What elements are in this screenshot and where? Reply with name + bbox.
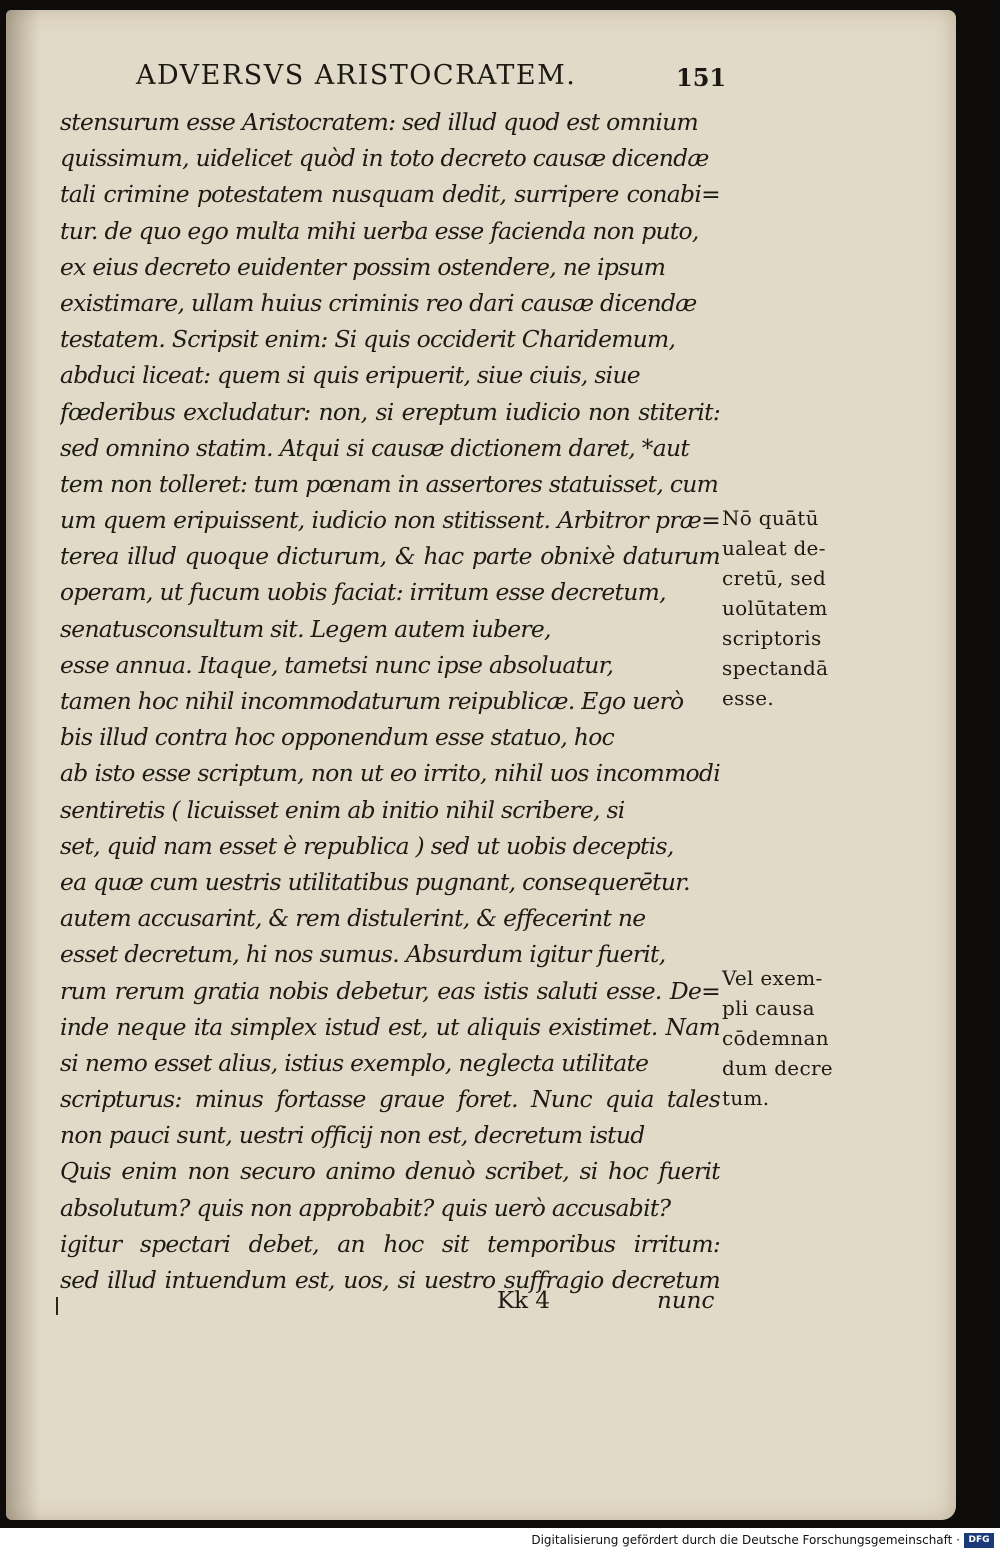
catchline [0, 1288, 720, 1324]
text-line: autem accusarint, & rem distulerint, & effecerint ne [60, 904, 646, 933]
text-line: testatem. Scripsit enim: Si quis occiderit Charidemum, [60, 325, 676, 354]
dfg-logo-icon: DFG [964, 1533, 994, 1548]
text-line: sed omnino statim. Atqui si causæ dictionem daret, *aut [60, 433, 690, 462]
margin-note-line: esse. [722, 686, 775, 710]
margin-note-line: uolūtatem [722, 596, 828, 620]
text-line: stensurum esse Aristocratem: sed illud quod est omnium [60, 108, 699, 136]
running-head: ADVERSVS ARISTOCRATEM. [136, 60, 577, 91]
text-line: existimare, ullam huius criminis reo dari causæ dicendæ [60, 288, 697, 317]
text-line: sentiretis ( licuisset enim ab initio nihil scribere, si [60, 795, 625, 824]
text-line: inde neque ita simplex istud est, ut aliquis existimet. Nam [60, 1012, 720, 1041]
text-line: operam, ut fucum uobis faciat: irritum esse decretum, [60, 578, 666, 607]
margin-note-line: pli causa [722, 996, 815, 1020]
margin-note-line: tum. [722, 1086, 770, 1110]
margin-note-1 [722, 503, 828, 713]
text-line: quissimum, uidelicet quòd in toto decreto causæ dicendæ [60, 144, 709, 173]
text-line: absolutum? quis non approbabit? quis uerò accusabit? [60, 1193, 671, 1222]
text-line: rum rerum gratia nobis debetur, eas istis saluti esse. De= [60, 976, 720, 1005]
digitization-credit: Digitalisierung gefördert durch die Deutsche Forschungsgemeinschaft · [531, 1533, 960, 1547]
margin-note-line: cretū, sed [722, 566, 827, 590]
margin-note-line: spectandā [722, 656, 829, 680]
margin-note-line: Vel exem- [722, 966, 823, 990]
text-line: abduci liceat: quem si quis eripuerit, siue ciuis, siue [60, 361, 640, 390]
text-line: scripturus: minus fortasse graue foret. Nunc quia tales [60, 1085, 720, 1114]
text-line: tamen hoc nihil incommodaturum reipublicæ. Ego uerò [60, 687, 684, 715]
text-line: terea illud quoque dicturum, & hac parte obnixè daturum [60, 542, 720, 571]
page-number: 151 [676, 63, 727, 92]
text-line: ab isto esse scriptum, non ut eo irrito, nihil uos incommodi [60, 759, 720, 788]
text-line: tur. de quo ego multa mihi uerba esse facienda non puto, [60, 216, 699, 245]
text-line: um quem eripuissent, iudicio non stitissent. Arbitror præ= [60, 506, 720, 535]
text-line: tem non tolleret: tum pœnam in assertores statuisset, cum [60, 469, 719, 498]
text-line: fœderibus excludatur: non, si ereptum iudicio non stiterit: [60, 397, 720, 426]
text-line: esset decretum, hi nos sumus. Absurdum igitur fuerit, [60, 940, 666, 969]
text-line: esse annua. Itaque, tametsi nunc ipse absoluatur, [60, 650, 614, 679]
catchword: nunc [657, 1288, 715, 1314]
text-line: ea quæ cum uestris utilitatibus pugnant, consequerētur. [60, 867, 690, 896]
margin-note-2 [722, 963, 833, 1113]
text-line: bis illud contra hoc opponendum esse statuo, hoc [60, 723, 614, 752]
text-line: sed illud intuendum est, uos, si uestro suffragio decretum [60, 1266, 720, 1294]
margin-note-line: Nō quātū [722, 506, 819, 530]
margin-note-line: cōdemnan [722, 1026, 829, 1050]
text-line: si nemo esset alius, istius exemplo, neglecta utilitate [60, 1048, 649, 1077]
text-line: igitur spectari debet, an hoc sit temporibus irritum: [60, 1229, 720, 1258]
text-line: ex eius decreto euidenter possim ostendere, ne ipsum [60, 252, 666, 281]
body-text [60, 104, 720, 1298]
margin-note-line: dum decre [722, 1056, 833, 1080]
text-line: non pauci sunt, uestri officij non est, decretum istud [60, 1121, 645, 1150]
signature-mark: Kk 4 [497, 1288, 551, 1314]
digitization-credit-bar [0, 1528, 1000, 1554]
margin-note-line: scriptoris [722, 626, 822, 650]
text-line: tali crimine potestatem nusquam dedit, surripere conabi= [60, 180, 720, 209]
margin-note-line: ualeat de- [722, 536, 826, 560]
text-line: set, quid nam esset è republica ) sed ut uobis deceptis, [60, 831, 674, 860]
text-line: Quis enim non securo animo denuò scribet, si hoc fuerit [60, 1157, 720, 1186]
text-line: senatusconsultum sit. Legem autem iubere, [60, 614, 551, 643]
